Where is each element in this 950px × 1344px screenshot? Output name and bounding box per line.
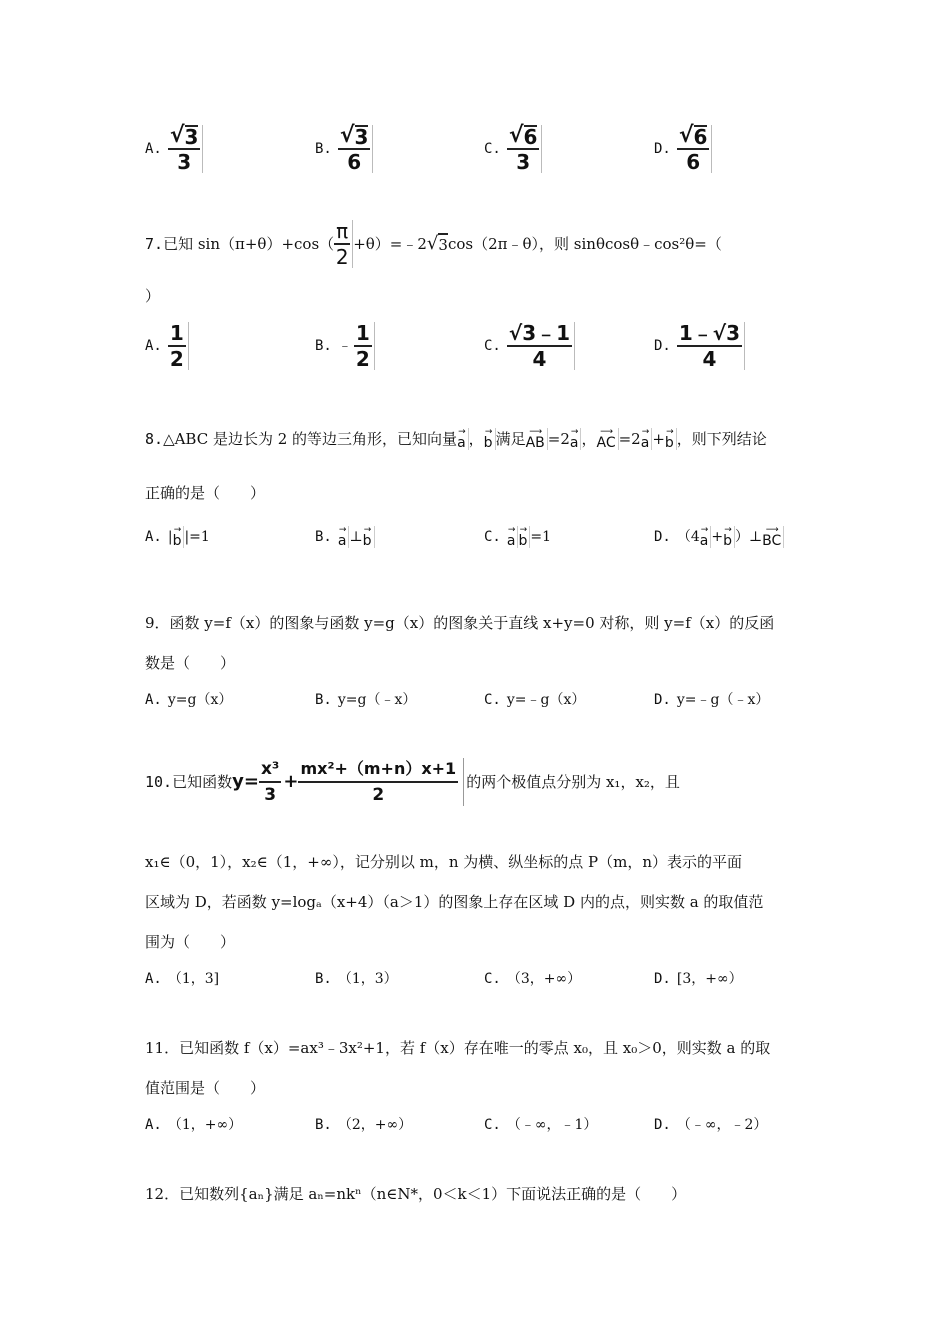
q7-option-a: A. $\frac{1}{2}$ bbox=[145, 322, 189, 370]
q7-option-d: D. $\frac{1﹣√3}{4}$ bbox=[654, 322, 745, 370]
q11-option-d: D. （﹣∞，﹣2） bbox=[654, 1117, 768, 1133]
q10-option-b: B. （1，3） bbox=[315, 971, 398, 987]
q8-option-a: A. | → b |=1 bbox=[145, 525, 210, 549]
q10-option-c: C. （3，+∞） bbox=[484, 971, 582, 987]
q11-stem-2: 值范围是（ ） bbox=[145, 1079, 266, 1097]
q11-option-b: B. （2，+∞） bbox=[315, 1117, 413, 1133]
q10-stem-4: 围为（ ） bbox=[145, 933, 236, 951]
q11-stem-1: 11．已知函数 f（x）=ax³﹣3x²+1，若 f（x）存在唯一的零点 x₀，且 x₀＞0，则实数 a 的取 bbox=[145, 1039, 771, 1057]
q9-option-a: A. y=g（x） bbox=[145, 692, 233, 708]
q10-stem-2: x₁∈（0，1），x₂∈（1，+∞），记分别以 m，n 为横、纵坐标的点 P（m，n）表示的平面 bbox=[145, 853, 743, 871]
q6-option-d: D. √ 6 6 bbox=[654, 125, 712, 173]
q7-stem: 7. 已知 sin（π+θ）+cos（ $\frac{\pi}{2}$ +θ）=﹣2 √ 3 cos（2π﹣θ），则 sinθcosθ﹣cos²θ=（ bbox=[145, 219, 722, 269]
q7-stem-end: ） bbox=[145, 287, 161, 305]
q11-option-a: A. （1，+∞） bbox=[145, 1117, 243, 1133]
q7-option-c: C. $\frac{√3﹣1}{4}$ bbox=[484, 322, 575, 370]
vector-a: → a bbox=[457, 428, 469, 450]
vector-a: → a bbox=[570, 428, 582, 450]
q6-option-b: B. √ 3 6 bbox=[315, 125, 373, 173]
fraction: √ 3 6 bbox=[338, 125, 374, 173]
q10-option-d: D. [3，+∞） bbox=[654, 971, 743, 987]
vector-ab: ⟶ AB bbox=[526, 428, 548, 450]
q9-option-c: C. y=﹣g（x） bbox=[484, 692, 586, 708]
fraction: √ 6 6 bbox=[677, 125, 713, 173]
q7-option-b: B. ﹣ $\frac{1}{2}$ bbox=[315, 322, 375, 370]
q6-option-c: C. √ 6 3 bbox=[484, 125, 542, 173]
sqrt-3: √ 3 bbox=[426, 233, 448, 254]
q10-stem-1: 10. 已知函数 y= $\frac{\text{x³}}{3}$ + $\frac{\text{mx²+（m+n）x+1}}{2}$ 的两个极值点分别为 x₁，x₂，且 bbox=[145, 759, 680, 805]
q6-option-a: A. √ 3 3 bbox=[145, 125, 203, 173]
pi-over-2: $\frac{\pi}{2}$ bbox=[334, 220, 353, 268]
q8-stem-2: 正确的是（ ） bbox=[145, 484, 266, 502]
q8-option-b: B. → a ⊥ → b bbox=[315, 526, 375, 548]
q9-option-d: D. y=﹣g（﹣x） bbox=[654, 692, 770, 708]
vector-b: → b bbox=[665, 428, 677, 450]
q10-stem-3: 区域为 D，若函数 y=logₐ（x+4）（a＞1）的图象上存在区域 D 内的点，则实数 a 的取值范 bbox=[145, 893, 764, 911]
fraction: √ 6 3 bbox=[507, 125, 543, 173]
vector-b: → b bbox=[484, 428, 496, 450]
q8-stem: 8. △ABC 是边长为 2 的等边三角形，已知向量 → a ， → b 满足 ⟶ AB =2 → a ， ⟶ AC =2 → a + → b ，则下列结论 bbox=[145, 427, 767, 451]
fraction: √ 3 3 bbox=[168, 125, 204, 173]
vector-ac: ⟶ AC bbox=[597, 428, 619, 450]
q12-stem-1: 12．已知数列{aₙ}满足 aₙ=nkⁿ（n∈N*，0＜k＜1）下面说法正确的是（ ） bbox=[145, 1185, 687, 1203]
formula-image: y= $\frac{\text{x³}}{3}$ + $\frac{\text{mx²+（m+n）x+1}}{2}$ bbox=[232, 758, 464, 806]
q11-option-c: C. （﹣∞，﹣1） bbox=[484, 1117, 598, 1133]
q8-option-c: C. → a → b =1 bbox=[484, 525, 551, 549]
q8-option-d: D. （4 → a + → b ）⊥ ⟶ BC bbox=[654, 526, 784, 548]
q9-option-b: B. y=g（﹣x） bbox=[315, 692, 417, 708]
q10-option-a: A. （1，3] bbox=[145, 971, 220, 987]
q9-stem-2: 数是（ ） bbox=[145, 654, 236, 672]
q9-stem-1: 9．函数 y=f（x）的图象与函数 y=g（x）的图象关于直线 x+y=0 对称，则 y=f（x）的反函 bbox=[145, 614, 775, 632]
vector-a: → a bbox=[641, 428, 653, 450]
